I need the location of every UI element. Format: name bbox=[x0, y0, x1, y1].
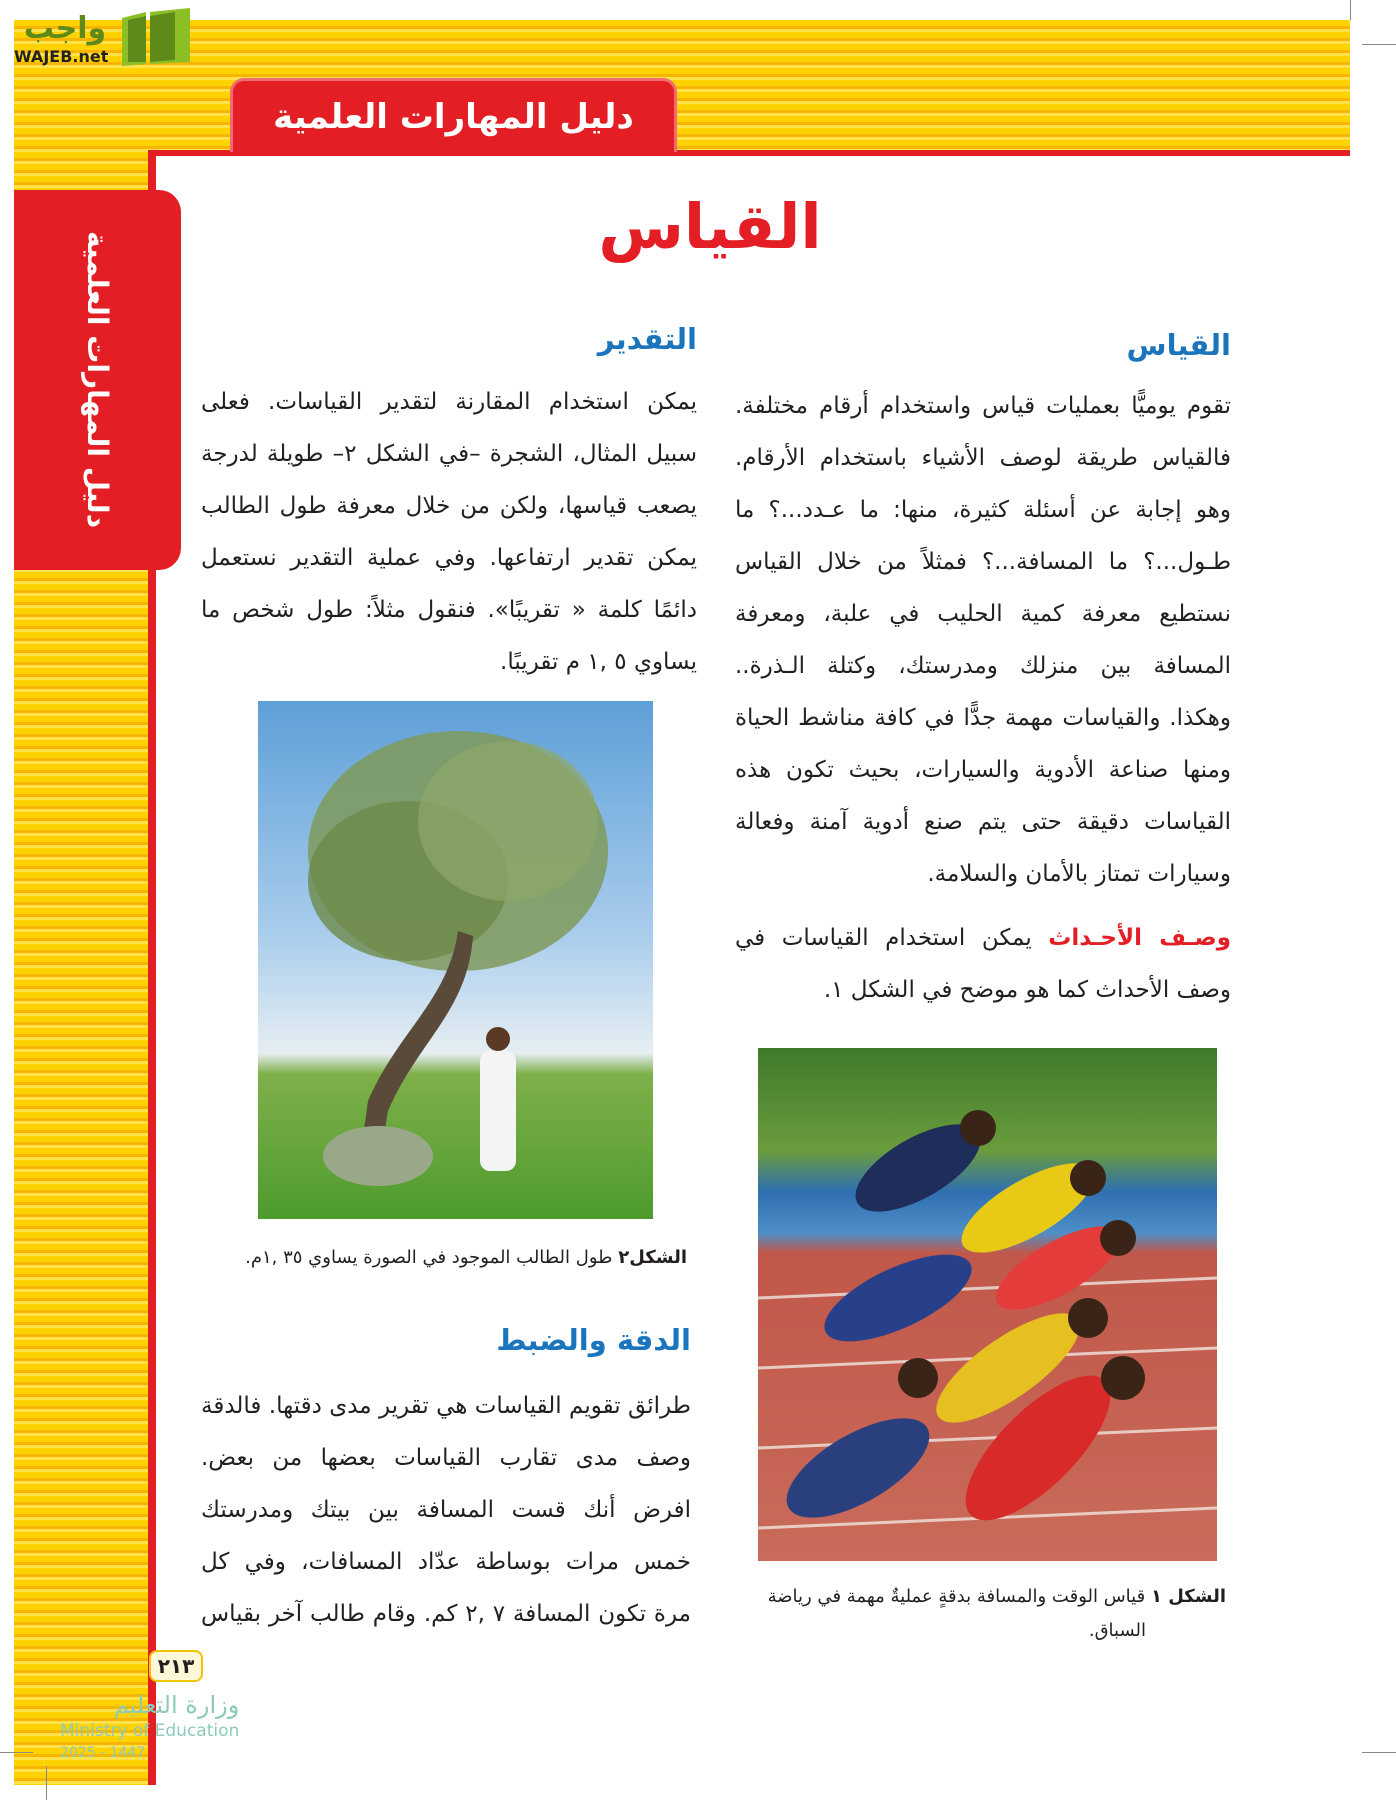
text-line: وهكذا. والقياسات مهمة جدًّا في كافة مناشط الحياة bbox=[735, 705, 1231, 731]
text-line: يصعب قياسها، ولكن من خلال معرفة طول الطالب bbox=[201, 493, 697, 519]
crop-mark bbox=[1362, 1752, 1396, 1753]
section-heading-measurement: القياس bbox=[1126, 328, 1231, 362]
text-line: دائمًا كلمة « تقريبًا». فنقول مثلاً: طول شخص ما bbox=[201, 597, 697, 623]
ministry-year: 2025 - 1447 bbox=[60, 1745, 146, 1761]
crop-mark bbox=[0, 1752, 33, 1753]
text-line: فالقياس طريقة لوصف الأشياء باستخدام الأرقام. bbox=[735, 445, 1231, 471]
text-line: طـول...؟ ما المسافة...؟ فمثلاً من خلال القياس bbox=[735, 549, 1231, 575]
text-line: ومنها صناعة الأدوية والسيارات، بحيث تكون هذه bbox=[735, 757, 1231, 783]
ministry-en: Ministry of Education bbox=[60, 1721, 240, 1741]
figure-2-tree-photo bbox=[258, 701, 653, 1219]
figure-label: الشكل ١ bbox=[1150, 1586, 1226, 1607]
text-line: مرة تكون المسافة ٧ ,٢ كم. وقام طالب آخر بقياس bbox=[201, 1601, 691, 1627]
caption-text: طول الطالب الموجود في الصورة يساوي ٣٥ ,١م. bbox=[245, 1247, 613, 1268]
text-line: تقوم يوميًّا بعمليات قياس واستخدام أرقام مختلفة. bbox=[735, 393, 1231, 419]
svg-text:واجب: واجب bbox=[23, 11, 107, 46]
text-line: افرض أنك قست المسافة بين بيتك ومدرستك bbox=[201, 1497, 691, 1523]
accuracy-paragraph bbox=[201, 1380, 691, 1640]
text-line: يمكن استخدام القياسات في bbox=[735, 925, 1032, 951]
text-line: يمكن استخدام المقارنة لتقدير القياسات. فعلى bbox=[201, 389, 697, 415]
text-line: المسافة بين منزلك ومدرستك، وكتلة الـذرة.. bbox=[735, 653, 1231, 679]
caption-text: السباق. bbox=[1088, 1620, 1146, 1641]
side-tab-label: دليل المهارات العلمية bbox=[81, 231, 114, 529]
text-line: يمكن تقدير ارتفاعها. وفي عملية التقدير نستعمل bbox=[201, 545, 697, 571]
text-line: وصف مدى تقارب القياسات بعضها من بعض. bbox=[201, 1445, 691, 1471]
text-line: وصف الأحداث كما هو موضح في الشكل ١. bbox=[823, 977, 1231, 1003]
measurement-paragraph bbox=[735, 380, 1231, 900]
side-section-tab bbox=[14, 190, 181, 570]
text-line: وهو إجابة عن أسئلة كثيرة، منها: ما عـدد...؟ ما bbox=[735, 497, 1231, 523]
figure-1-caption bbox=[740, 1580, 1226, 1648]
page-frame-top bbox=[14, 20, 1350, 155]
text-line: وسيارات تمتاز بالأمان والسلامة. bbox=[927, 861, 1231, 887]
crop-mark bbox=[46, 1766, 47, 1800]
text-line: خمس مرات بوساطة عدّاد المسافات، وفي كل bbox=[201, 1549, 691, 1575]
text-line: يساوي ٥ ,١ م تقريبًا. bbox=[500, 649, 697, 675]
svg-text:WAJEB.net: WAJEB.net bbox=[14, 47, 109, 66]
crop-mark bbox=[1350, 0, 1351, 20]
figure-1-sprint-photo bbox=[758, 1048, 1217, 1561]
text-line: طرائق تقويم القياسات هي تقرير مدى دقتها. فالدقة bbox=[201, 1393, 691, 1419]
figure-2-caption bbox=[201, 1241, 687, 1275]
events-paragraph bbox=[735, 912, 1231, 1016]
crop-mark bbox=[1362, 44, 1396, 45]
text-line: سبيل المثال، الشجرة –في الشكل ٢– طويلة لدرجة bbox=[201, 441, 697, 467]
text-line: القياسات دقيقة حتى يتم صنع أدوية آمنة وفعالة bbox=[735, 809, 1231, 835]
ministry-ar: وزارة التعليم bbox=[113, 1691, 240, 1719]
page-number: ٢١٣ bbox=[149, 1650, 203, 1682]
ministry-of-education-watermark bbox=[60, 1690, 239, 1764]
events-term: وصـف الأحـداث bbox=[1048, 925, 1231, 951]
section-heading-accuracy-precision: الدقة والضبط bbox=[496, 1323, 691, 1357]
figure-label: الشكل٢ bbox=[618, 1247, 687, 1268]
estimation-paragraph bbox=[201, 376, 697, 688]
text-line: نستطيع معرفة كمية الحليب في علبة، ومعرفة bbox=[735, 601, 1231, 627]
section-heading-estimation: التقدير bbox=[597, 322, 697, 356]
wajeb-logo bbox=[10, 4, 190, 70]
page-title: القياس bbox=[598, 190, 822, 263]
section-tab: دليل المهارات العلمية bbox=[230, 78, 677, 152]
caption-text: قياس الوقت والمسافة بدقةٍ عمليةٌ مهمة في رياضة bbox=[767, 1586, 1146, 1607]
